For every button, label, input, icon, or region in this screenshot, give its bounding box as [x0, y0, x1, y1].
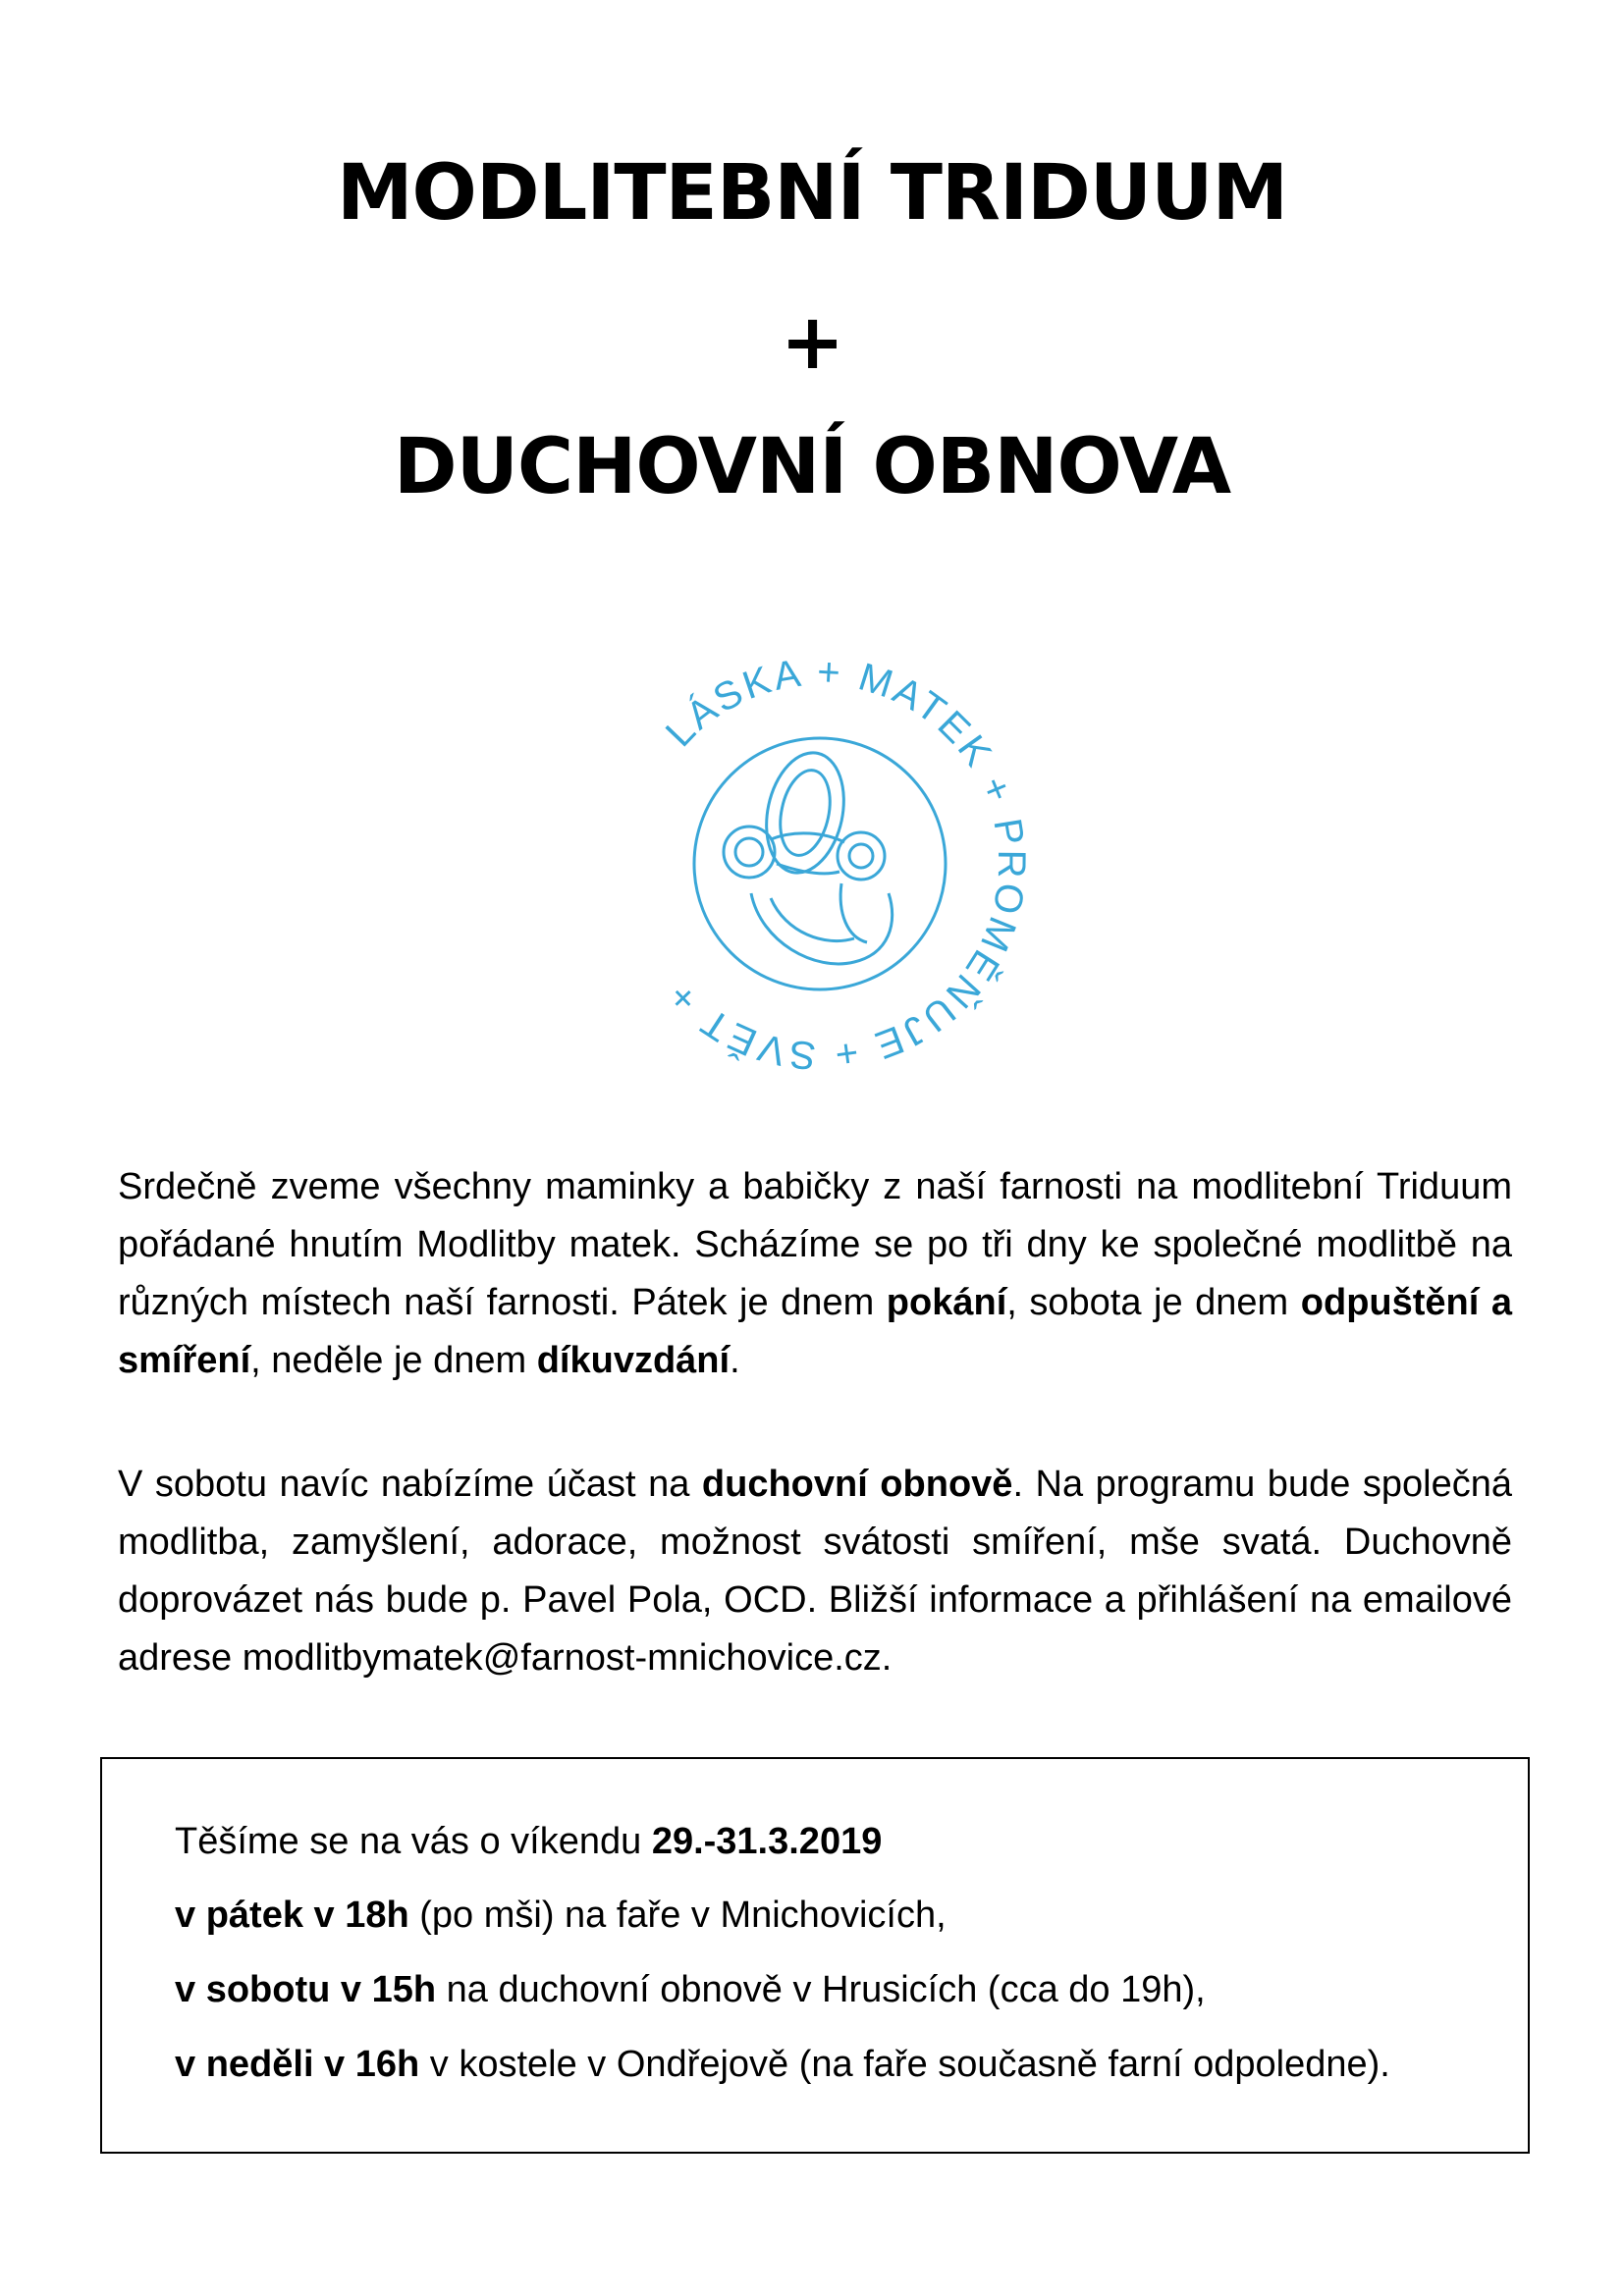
title-plus: +: [780, 298, 844, 387]
intro-paragraph: Srdečně zveme všechny maminky a babičky z naší farnosti na modlitební Triduum pořádané hnutím Modlitby matek. Scházíme se po tři dny ke společné modlitbě na různých místech naší farnosti. Pátek je dnem pokání, sobota je dnem odpuštění a smíření, neděle je dnem díkuvzdání.: [118, 1166, 1513, 1381]
title-line-2: DUCHOVNÍ OBNOVA: [393, 423, 1231, 511]
logo-ring-text: LÁSKA + MATEK + PROMĚŇUJE + SVĚT +: [657, 650, 1034, 1078]
retreat-paragraph: V sobotu navíc nabízíme účast na duchovní obnově. Na programu bude společná modlitba, zamyšlení, adorace, možnost svátosti smíření, mše svatá. Duchovně doprovázet nás bude p. Pavel Pola, OCD. Bližší informace a přihlášení na emailové adrese modlitbymatek@farnost-mnichovice.cz.: [118, 1464, 1512, 1679]
modlitby-matek-logo: [604, 648, 1036, 1080]
schedule-friday: v pátek v 18h (po mši) na faře v Mnichovicích,: [175, 1895, 947, 1936]
title-line-1: MODLITEBNÍ TRIDUUM: [336, 149, 1288, 238]
schedule-sunday: v neděli v 16h v kostele v Ondřejově (na faře současně farní odpoledne).: [175, 2044, 1390, 2085]
schedule-saturday: v sobotu v 15h na duchovní obnově v Hrusicích (cca do 19h),: [175, 1969, 1206, 2010]
schedule-intro: Těšíme se na vás o víkendu 29.-31.3.2019: [175, 1821, 883, 1862]
schedule-box: [100, 1757, 1530, 2154]
